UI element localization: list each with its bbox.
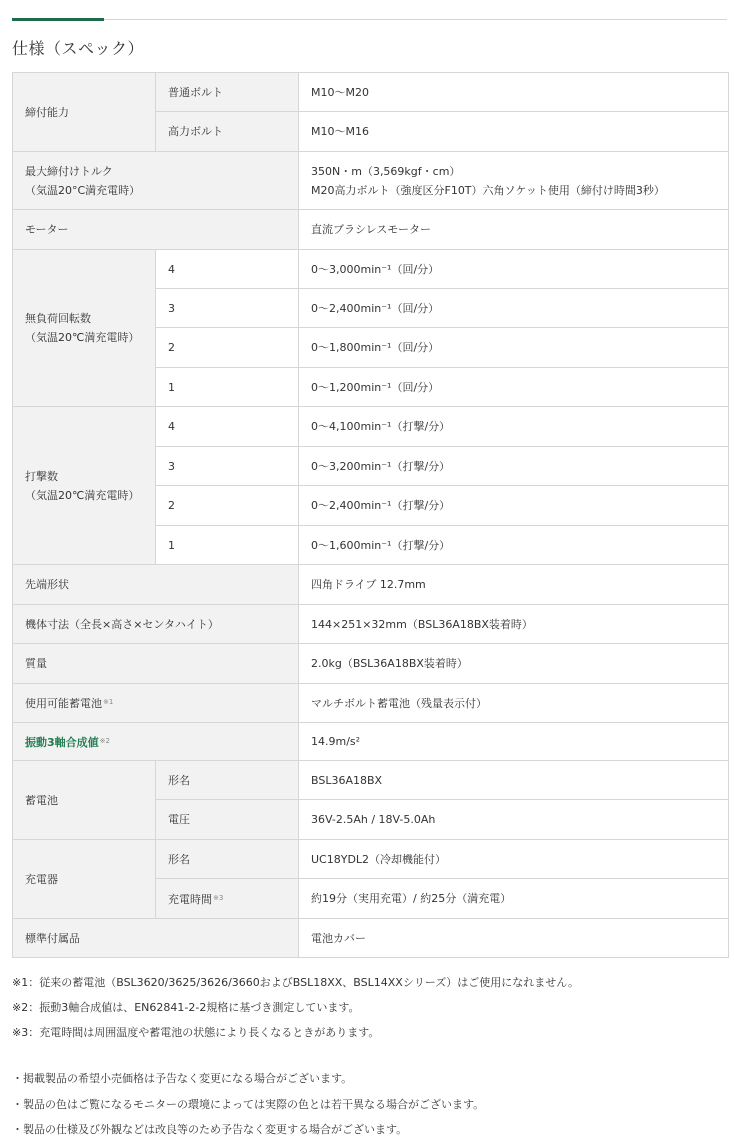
spec-value: 36V-2.5Ah / 18V-5.0Ah xyxy=(299,800,729,840)
section-divider xyxy=(12,19,727,20)
spec-label-fasten: 締付能力 xyxy=(13,73,156,152)
torque-value-note: M20高力ボルト（強度区分F10T）六角ソケット使用（締付け時間3秒） xyxy=(311,183,665,197)
disclaimer: ・掲載製品の希望小売価格は予告なく変更になる場合がございます。 xyxy=(12,1072,353,1085)
charge-time-label: 充電時間 xyxy=(168,892,212,906)
spec-value: 四角ドライブ 12.7mm xyxy=(299,565,729,605)
spec-label-vibration xyxy=(13,723,299,761)
spec-sublabel: 電圧 xyxy=(156,800,299,840)
impact-mode: 2 xyxy=(156,486,299,526)
spec-value: UC18YDL2（冷却機能付） xyxy=(299,840,729,879)
footnote-ref: ※2 xyxy=(99,736,110,745)
impact-label-line: 打撃数 xyxy=(25,469,58,483)
impact-value: 0～2,400min⁻¹（打撃/分） xyxy=(299,486,729,526)
rpm-value: 0～1,200min⁻¹（回/分） xyxy=(299,368,729,407)
footnotes xyxy=(12,970,579,1045)
footnote-ref: ※3 xyxy=(213,893,224,902)
spec-sublabel-charge-time xyxy=(156,879,299,919)
spec-label-torque xyxy=(13,152,299,210)
table-row xyxy=(13,605,729,644)
spec-value: BSL36A18BX xyxy=(299,761,729,800)
spec-label-accessory: 標準付属品 xyxy=(13,919,299,958)
impact-value: 0～3,200min⁻¹（打撃/分） xyxy=(299,447,729,486)
table-row xyxy=(13,565,729,605)
table-row xyxy=(13,644,729,684)
footnote-ref: ※1 xyxy=(103,698,114,706)
spec-value: 2.0kg（BSL36A18BX装着時） xyxy=(299,644,729,684)
impact-value: 0～1,600min⁻¹（打撃/分） xyxy=(299,526,729,565)
rpm-value: 0～1,800min⁻¹（回/分） xyxy=(299,328,729,368)
spec-label-charger: 充電器 xyxy=(13,840,156,919)
rpm-value: 0～3,000min⁻¹（回/分） xyxy=(299,250,729,289)
rpm-value: 0～2,400min⁻¹（回/分） xyxy=(299,289,729,328)
impact-mode: 3 xyxy=(156,447,299,486)
spec-label-mass: 質量 xyxy=(13,644,299,684)
torque-value-line: 350N・m（3,569kgf・cm） xyxy=(311,164,461,178)
section-accent-bar xyxy=(12,18,104,21)
spec-label-motor: モーター xyxy=(13,210,299,250)
disclaimer: ・製品の色はご覧になるモニターの環境によっては実際の色とは若干異なる場合がございます。 xyxy=(12,1097,485,1111)
spec-value-torque xyxy=(299,152,729,210)
torque-label-line: 最大締付けトルク xyxy=(25,164,113,178)
footnote: ※2：振動3軸合成値は、EN62841-2-2規格に基づき測定しています。 xyxy=(12,1001,360,1014)
footnote: ※3：充電時間は周囲温度や蓄電池の状態により長くなるときがあります。 xyxy=(12,1026,380,1039)
spec-sublabel: 普通ボルト xyxy=(156,73,299,112)
spec-sublabel: 形名 xyxy=(156,761,299,800)
table-row xyxy=(13,761,729,800)
table-row xyxy=(13,407,729,447)
table-row xyxy=(13,919,729,958)
spec-value: M10～M20 xyxy=(299,73,729,112)
impact-label-condition: （気温20℃満充電時） xyxy=(25,488,140,502)
table-row xyxy=(13,210,729,250)
spec-value: 14.9m/s² xyxy=(299,723,729,761)
spec-label-tip: 先端形状 xyxy=(13,565,299,605)
footnote: ※1：従来の蓄電池（BSL3620/3625/3626/3660およびBSL18XX、BSL14XXシリーズ）はご使用になれません。 xyxy=(12,976,579,989)
spec-value: M10～M16 xyxy=(299,112,729,152)
disclaimer: ・製品の仕様及び外観などは改良等のため予告なく変更する場合がございます。 xyxy=(12,1123,408,1136)
table-row xyxy=(13,73,729,112)
rpm-label-line: 無負荷回転数 xyxy=(25,312,91,325)
spec-sublabel: 高力ボルト xyxy=(156,112,299,152)
spec-value: 電池カバー xyxy=(299,919,729,958)
table-row xyxy=(13,152,729,210)
table-row xyxy=(13,684,729,723)
vibration-label: 振動3軸合成値 xyxy=(25,735,99,749)
impact-value: 0～4,100min⁻¹（打撃/分） xyxy=(299,407,729,447)
rpm-label-condition: （気温20℃満充電時） xyxy=(25,331,140,344)
impact-mode: 1 xyxy=(156,526,299,565)
spec-label-battery: 蓄電池 xyxy=(13,761,156,840)
table-row xyxy=(13,250,729,289)
page-title: 仕様（スペック） xyxy=(12,39,145,58)
table-row xyxy=(13,840,729,879)
spec-value: マルチボルト蓄電池（残量表示付） xyxy=(299,684,729,723)
spec-label-size: 機体寸法（全長×高さ×センタハイト） xyxy=(13,605,299,644)
spec-sublabel: 形名 xyxy=(156,840,299,879)
spec-value: 約19分（実用充電）/ 約25分（満充電） xyxy=(299,879,729,919)
spec-label-rpm xyxy=(13,250,156,407)
spec-value: 直流ブラシレスモーター xyxy=(299,210,729,250)
impact-mode: 4 xyxy=(156,407,299,447)
rpm-mode: 4 xyxy=(156,250,299,289)
disclaimers xyxy=(12,1066,484,1143)
torque-label-condition: （気温20°C満充電時） xyxy=(25,183,141,197)
rpm-mode: 3 xyxy=(156,289,299,328)
spec-value: 144×251×32mm（BSL36A18BX装着時） xyxy=(299,605,729,644)
spec-label-impact xyxy=(13,407,156,565)
table-row xyxy=(13,723,729,761)
rpm-mode: 2 xyxy=(156,328,299,368)
rpm-mode: 1 xyxy=(156,368,299,407)
spec-label-usable-battery xyxy=(13,684,299,723)
usable-battery-label: 使用可能蓄電池 xyxy=(25,697,102,710)
spec-table xyxy=(12,72,729,958)
